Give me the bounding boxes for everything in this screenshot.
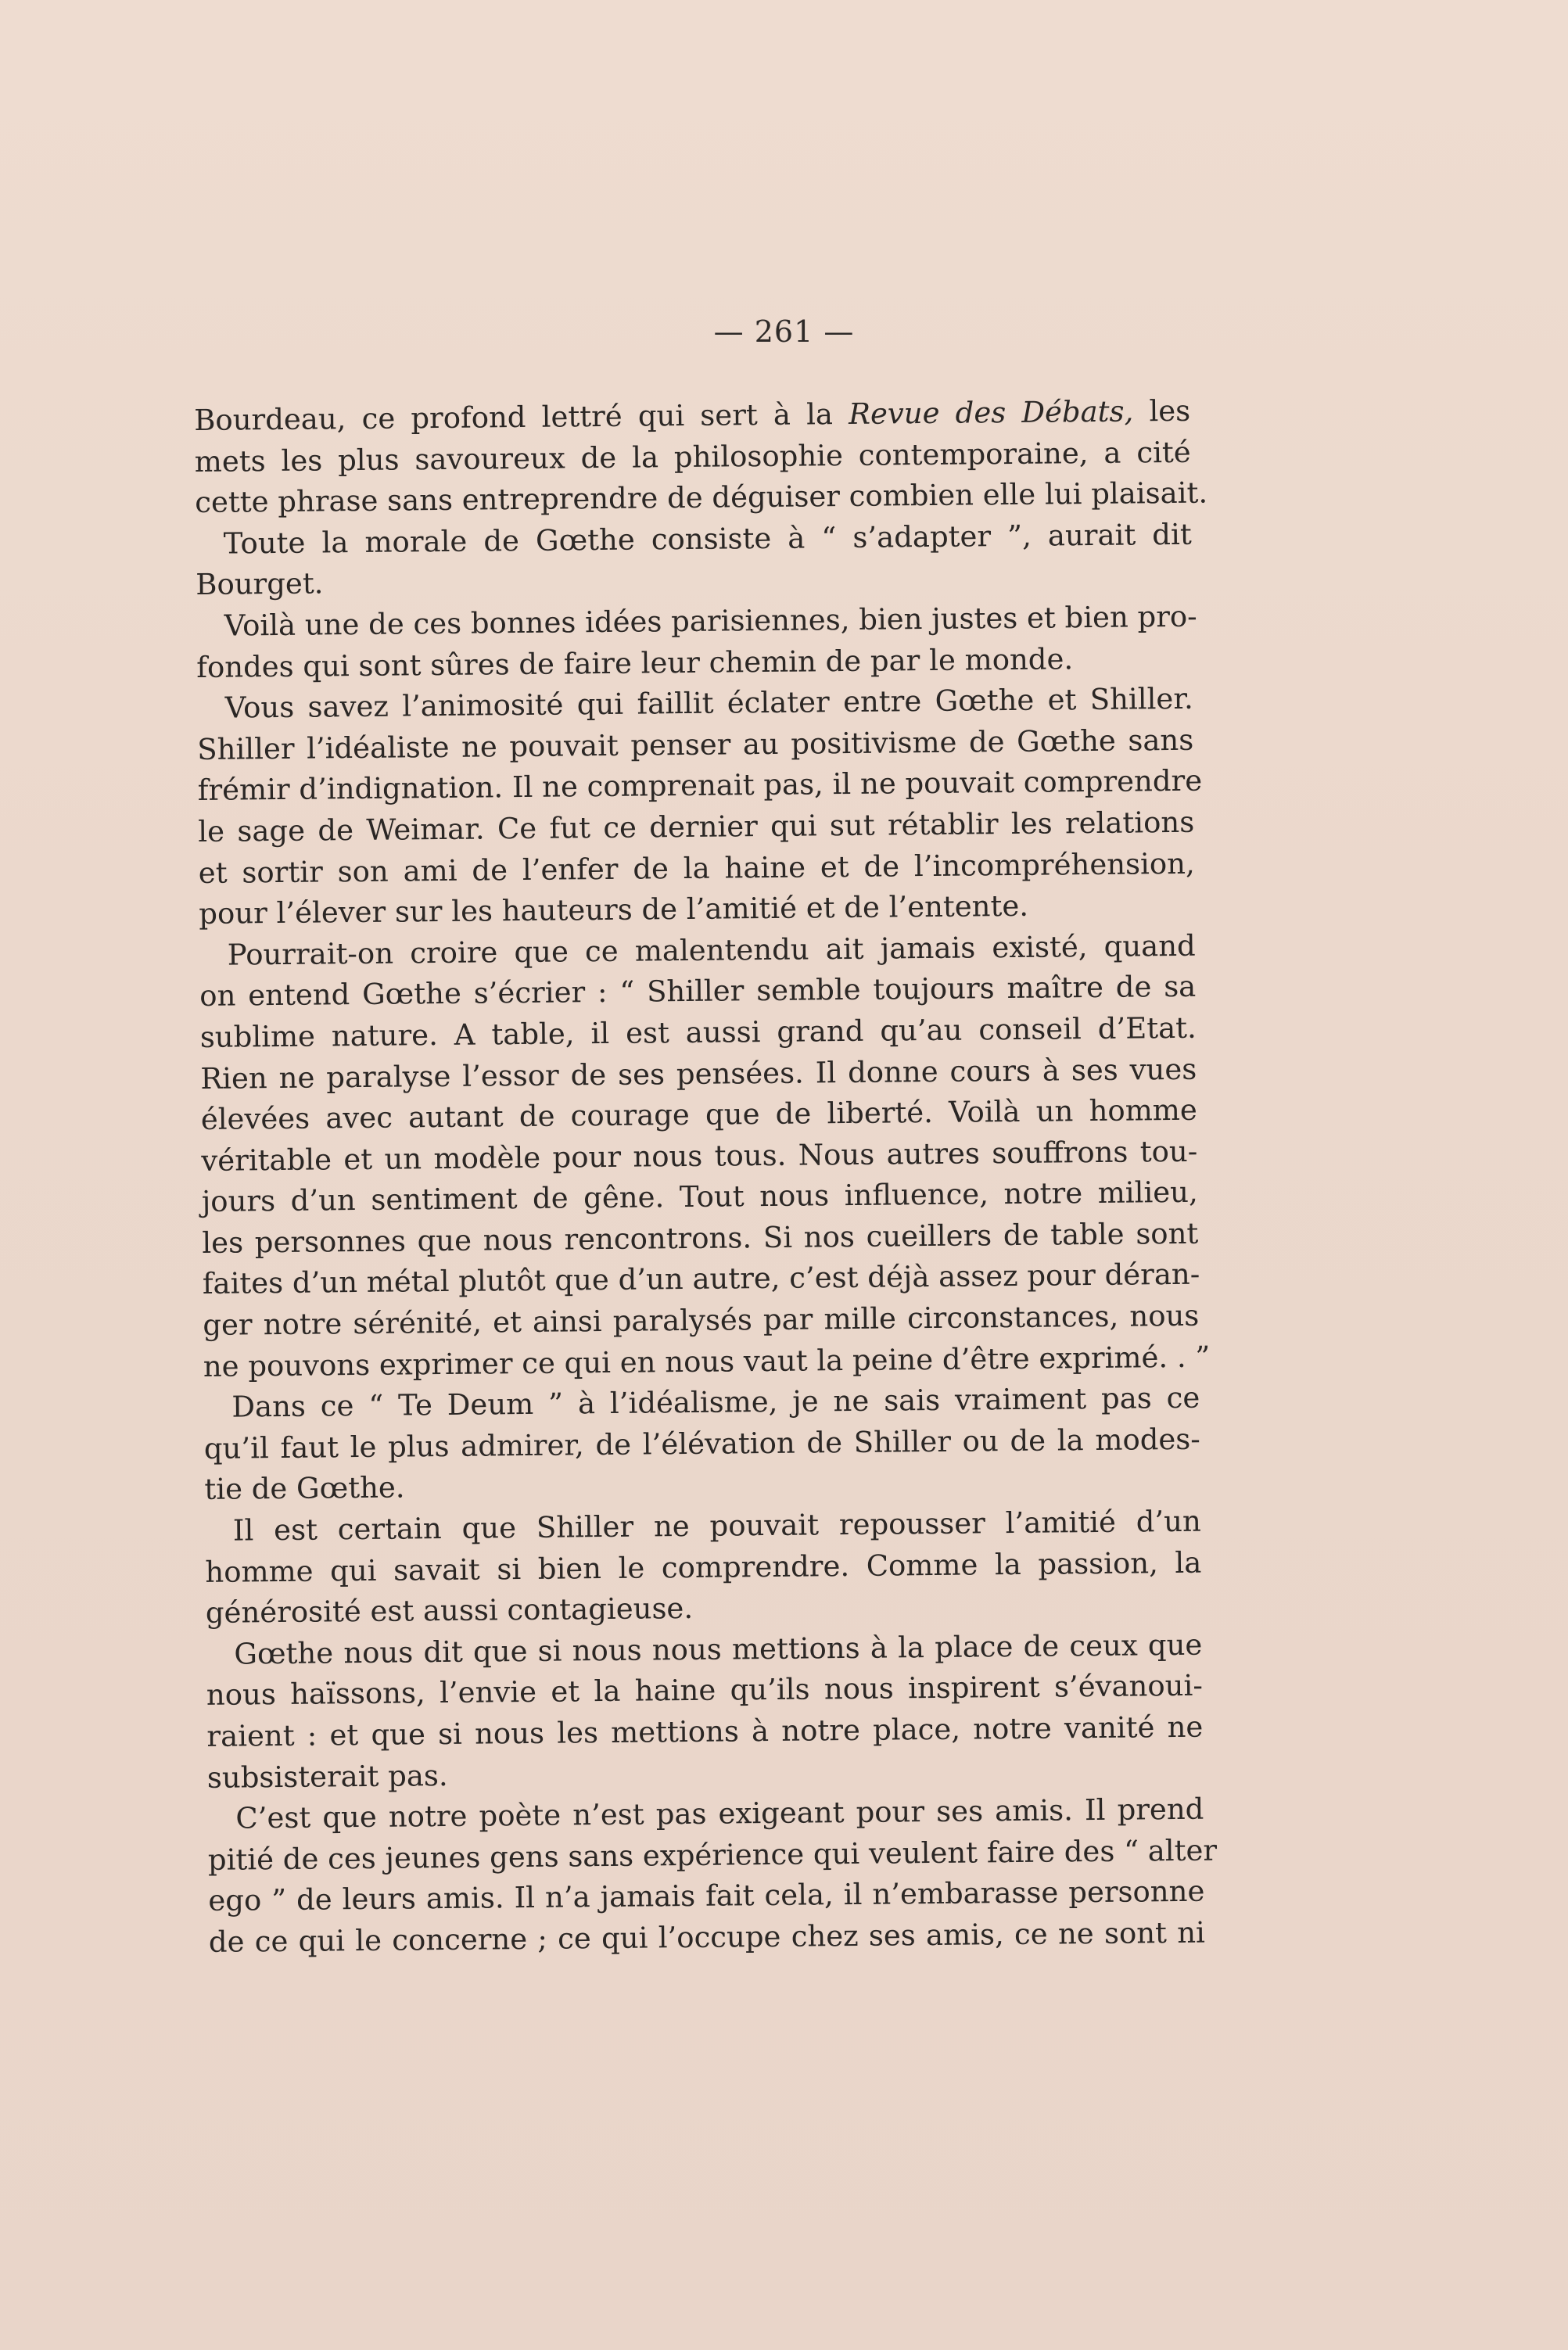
text-line: Shiller l’idéaliste ne pouvait penser au positivisme de Gœthe sans <box>197 723 1194 766</box>
text-line: ego ” de leurs amis. Il n’a jamais fait cela, il n’embarasse personne <box>208 1875 1205 1918</box>
text-line: Pourrait-on croire que ce malentendu ait jamais existé, quand <box>227 928 1196 972</box>
paragraph <box>205 1501 1202 1634</box>
paragraph <box>197 679 1203 935</box>
text-line: générosité est aussi contagieuse. <box>205 1591 694 1631</box>
journal-title: Revue des Débats, <box>848 394 1134 431</box>
paragraph <box>207 1789 1218 1964</box>
text-line: les personnes que nous rencontrons. Si nos cueillers de table sont <box>202 1216 1199 1260</box>
text-line: ger notre sérénité, et ainsi paralysés par mille circonstances, nous <box>203 1298 1200 1343</box>
text-line: fondes qui sont sûres de faire leur chemin de par le monde. <box>196 641 1074 684</box>
text-line: Voilà une de ces bonnes idées parisiennes, bien justes et bien pro- <box>224 599 1197 643</box>
text-line: Il est certain que Shiller ne pouvait repousser l’amitié d’un <box>232 1504 1202 1548</box>
text-line: sublime nature. A table, il est aussi grand qu’au conseil d’Etat. <box>199 1010 1197 1054</box>
paragraph <box>199 925 1211 1387</box>
text-line: Gœthe nous dit que si nous nous mettions à la place de ceux que <box>234 1627 1203 1671</box>
text-line: de ce qui le concerne ; ce qui l’occupe chez ses amis, ce ne sont ni <box>208 1915 1206 1959</box>
text-line: Rien ne paralyse l’essor de ses pensées. Il donne cours à ses vues <box>200 1052 1197 1096</box>
text-line: raient : et que si nous les mettions à notre place, notre vanité ne <box>206 1710 1204 1753</box>
text-line: pitié de ces jeunes gens sans expérience qui veulent faire des “ alter <box>207 1833 1218 1877</box>
text-segment: Bourdeau, ce profond lettré qui sert à la <box>194 396 849 437</box>
text-line: cette phrase sans entreprendre de déguiser combien elle lui plaisait. <box>195 475 1208 520</box>
paragraph <box>206 1625 1204 1799</box>
paragraph <box>194 391 1208 524</box>
text-line: Bourget. <box>196 566 324 602</box>
paragraph <box>196 515 1193 606</box>
text-line: véritable et un modèle pour nous tous. Nous autres souffrons tou- <box>201 1134 1198 1178</box>
text-line: faites d’un métal plutôt que d’un autre, c’est déjà assez pour déran- <box>202 1258 1200 1301</box>
text-line: tie de Gœthe. <box>204 1470 405 1507</box>
text-line: Dans ce “ Te Deum ” à l’idéalisme, je ne sais vraiment pas ce <box>231 1380 1200 1424</box>
body-text <box>194 391 1218 1964</box>
text-line: nous haïssons, l’envie et la haine qu’ils nous inspirent s’évanoui- <box>206 1669 1204 1713</box>
text-line: C’est que notre poète n’est pas exigeant pour ses amis. Il prend <box>235 1792 1204 1835</box>
paragraph <box>196 597 1197 688</box>
text-line: jours d’un sentiment de gêne. Tout nous influence, notre milieu, <box>201 1175 1198 1219</box>
text-line: frémir d’indignation. Il ne comprenait pas, il ne pouvait comprendre <box>197 763 1203 808</box>
text-line: mets les plus savoureux de la philosophie contemporaine, a cité <box>194 435 1191 479</box>
text-line: homme qui savait si bien le comprendre. Comme la passion, la <box>205 1545 1202 1589</box>
text-line: Toute la morale de Gœthe consiste à “ s’adapter ”, aurait dit <box>223 517 1192 561</box>
text-line: ne pouvons exprimer ce qui en nous vaut la peine d’être exprimé. . ” <box>203 1340 1211 1383</box>
text-line: qu’il faut le plus admirer, de l’élévation de Shiller ou de la modes- <box>203 1422 1201 1466</box>
text-segment: les <box>1133 393 1191 429</box>
text-line: le sage de Weimar. Ce fut ce dernier qui sut rétablir les relations <box>198 805 1195 849</box>
text-line: et sortir son ami de l’enfer de la haine et de l’incompréhension, <box>198 846 1195 890</box>
text-line: élevées avec autant de courage que de liberté. Voilà un homme <box>200 1092 1197 1137</box>
text-line: on entend Gœthe s’écrier : “ Shiller semble toujours maître de sa <box>199 970 1197 1014</box>
text-line: Vous savez l’animosité qui faillit éclater entre Gœthe et Shiller. <box>224 681 1193 725</box>
text-line: pour l’élever sur les hauteurs de l’amitié et de l’entente. <box>199 888 1029 931</box>
paragraph <box>203 1378 1200 1511</box>
text-line: subsisterait pas. <box>206 1758 448 1795</box>
page-number: — 261 — <box>713 314 855 349</box>
